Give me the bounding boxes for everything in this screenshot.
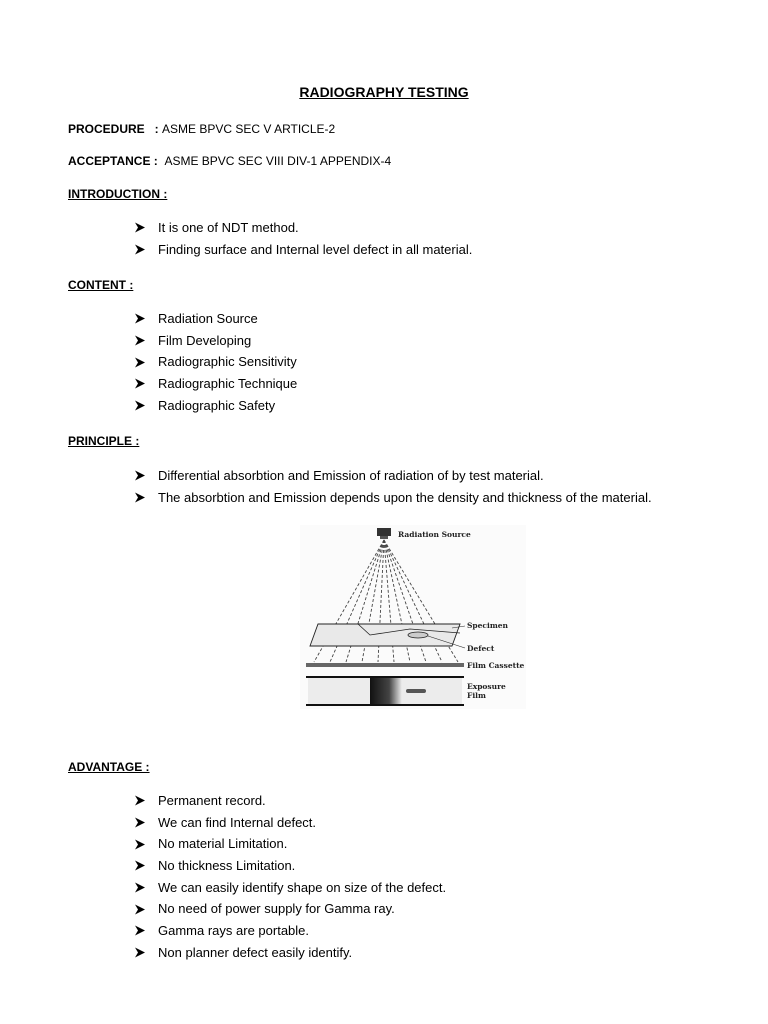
label-film: Film — [467, 691, 486, 700]
list-item-text: We can find Internal defect. — [158, 814, 317, 830]
list-item — [134, 373, 297, 395]
label-defect: Defect — [467, 644, 495, 653]
exposure-film-bottom — [306, 704, 464, 706]
list-item — [134, 812, 446, 834]
list-item — [134, 465, 652, 487]
list-item-text: Differential absorbtion and Emission of radiation of by test material. — [158, 468, 544, 483]
list-item — [134, 239, 472, 261]
arrowhead-bullet-icon — [134, 947, 158, 958]
arrowhead-bullet-icon — [134, 925, 158, 936]
film-dark-region — [370, 678, 402, 704]
label-specimen: Specimen — [467, 621, 509, 630]
arrowhead-bullet-icon — [134, 400, 158, 411]
list-item — [134, 855, 446, 877]
introduction-list — [134, 217, 472, 260]
arrowhead-bullet-icon — [134, 839, 158, 850]
arrowhead-bullet-icon — [134, 817, 158, 828]
list-item — [134, 351, 297, 373]
page-title: RADIOGRAPHY TESTING — [299, 84, 469, 100]
acceptance-label: ACCEPTANCE : — [68, 154, 158, 168]
procedure-value: ASME BPVC SEC V ARTICLE-2 — [162, 122, 336, 136]
label-film-cassette: Film Cassette — [467, 661, 525, 670]
arrowhead-bullet-icon — [134, 244, 158, 255]
list-item-text: No thickness Limitation. — [158, 858, 296, 874]
list-item — [134, 790, 446, 812]
list-item — [134, 395, 297, 417]
list-item-text: We can easily identify shape on size of the defect. — [158, 879, 447, 895]
list-item — [134, 877, 446, 899]
principle-list — [134, 465, 652, 508]
principle-heading: PRINCIPLE : — [68, 434, 140, 448]
procedure-line — [68, 122, 335, 136]
arrowhead-bullet-icon — [134, 860, 158, 871]
radiography-diagram — [300, 525, 526, 709]
list-item — [134, 487, 652, 509]
list-item-text: Non planner defect easily identify. — [158, 944, 353, 960]
list-item — [134, 942, 446, 964]
arrowhead-bullet-icon — [134, 904, 158, 915]
list-item-text: Permanent record. — [158, 793, 266, 808]
introduction-heading: INTRODUCTION : — [68, 187, 168, 201]
exposure-film-top — [306, 676, 464, 678]
specimen-plate — [310, 624, 460, 646]
arrowhead-bullet-icon — [134, 882, 158, 893]
advantage-heading: ADVANTAGE : — [68, 760, 150, 774]
arrowhead-bullet-icon — [134, 795, 158, 806]
list-item-text: It is one of NDT method. — [158, 220, 299, 235]
acceptance-value: ASME BPVC SEC VIII DIV-1 APPENDIX-4 — [164, 154, 392, 168]
advantage-list — [134, 790, 446, 964]
acceptance-line — [68, 154, 391, 168]
content-heading: CONTENT : — [68, 278, 134, 292]
arrowhead-bullet-icon — [134, 470, 158, 481]
list-item — [134, 308, 297, 330]
list-item — [134, 833, 446, 855]
list-item-text: The absorbtion and Emission depends upon the density and thickness of the material. — [158, 489, 652, 505]
list-item-text: Radiographic Sensitivity — [158, 354, 297, 370]
list-item — [134, 217, 472, 239]
radiation-source-nozzle — [380, 536, 388, 539]
label-exposure: Exposure — [467, 682, 506, 691]
film-cassette — [306, 663, 464, 667]
arrowhead-bullet-icon — [134, 335, 158, 346]
list-item — [134, 898, 446, 920]
arrowhead-bullet-icon — [134, 357, 158, 368]
list-item-text: No need of power supply for Gamma ray. — [158, 901, 395, 917]
list-item-text: Radiographic Safety — [158, 397, 276, 413]
list-item-text: Film Developing — [158, 332, 252, 348]
list-item — [134, 330, 297, 352]
arrowhead-bullet-icon — [134, 378, 158, 389]
arrowhead-bullet-icon — [134, 313, 158, 324]
list-item-text: Radiographic Technique — [158, 376, 298, 392]
list-item-text: Finding surface and Internal level defect in all material. — [158, 241, 473, 257]
radiation-source-block — [377, 528, 391, 536]
procedure-label: PROCEDURE : — [68, 122, 159, 136]
list-item-text: No material Limitation. — [158, 836, 288, 852]
arrowhead-bullet-icon — [134, 222, 158, 233]
list-item-text: Radiation Source — [158, 311, 258, 326]
content-list — [134, 308, 297, 416]
label-radiation-source: Radiation Source — [398, 530, 471, 539]
film-defect-image — [406, 689, 426, 693]
defect-void — [408, 632, 428, 638]
list-item-text: Gamma rays are portable. — [158, 923, 310, 939]
arrowhead-bullet-icon — [134, 492, 158, 503]
list-item — [134, 920, 446, 942]
